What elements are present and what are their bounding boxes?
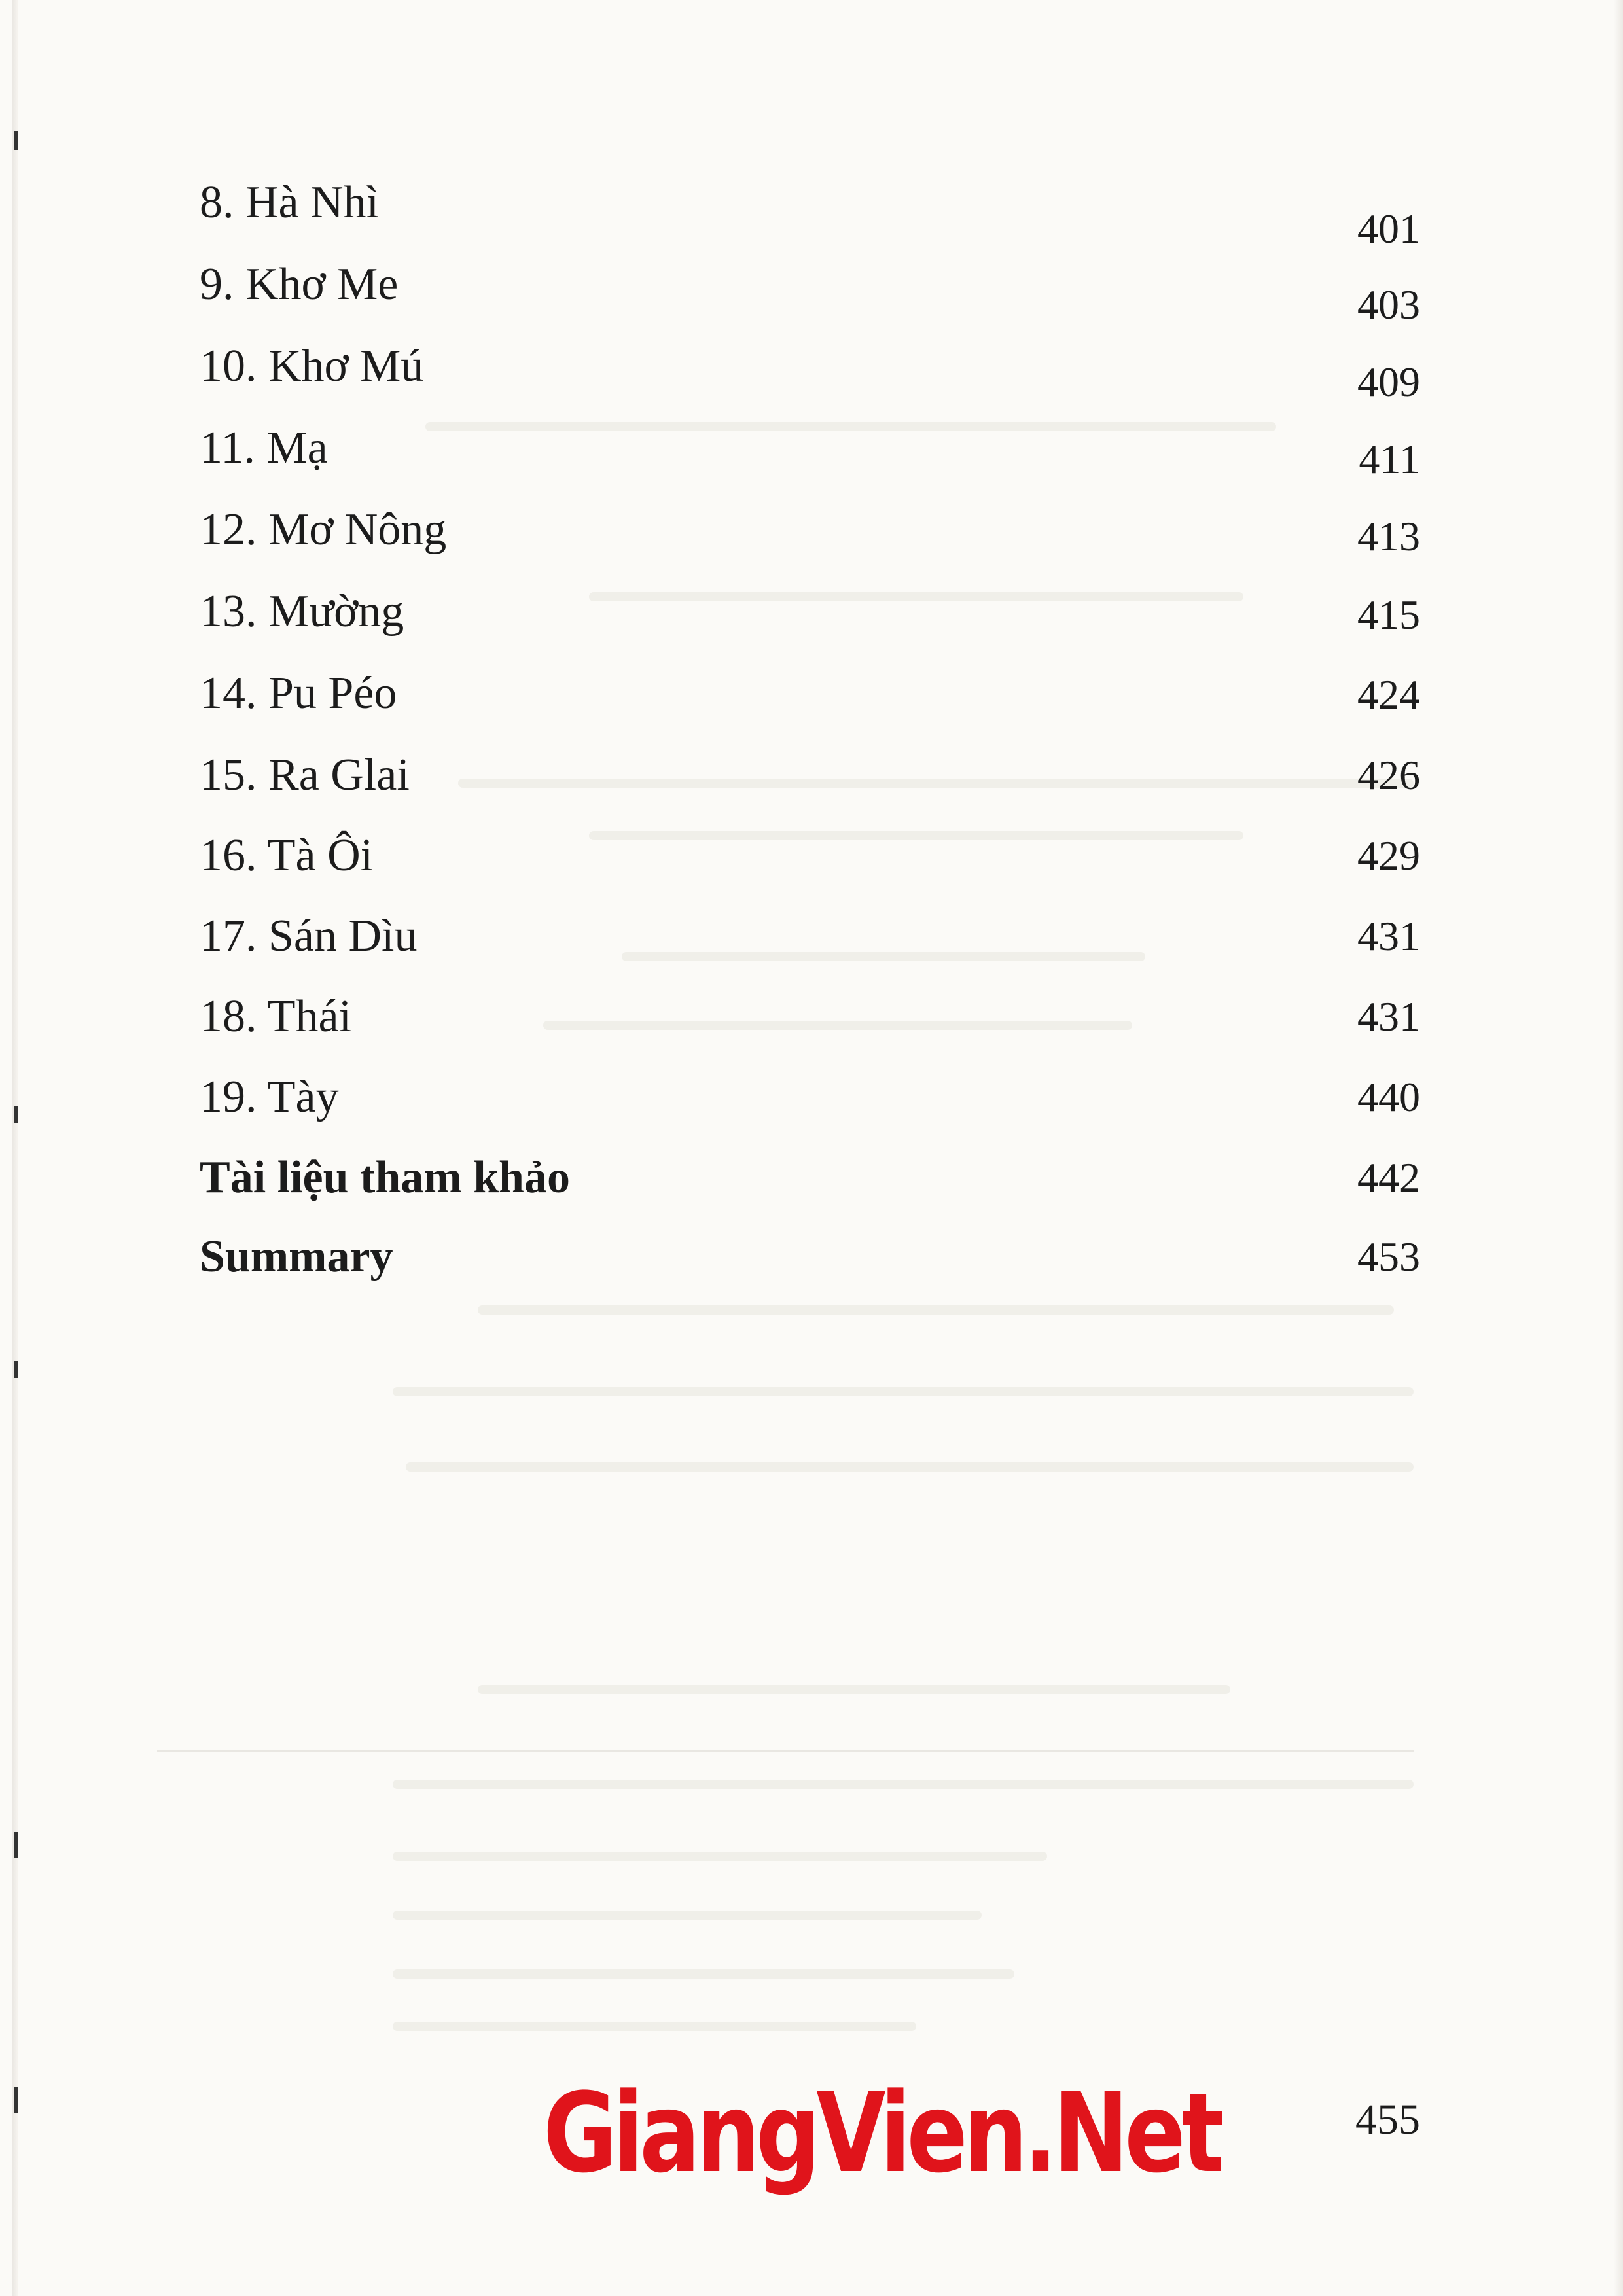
toc-entry-page: 401 [1357, 205, 1420, 252]
toc-entry [0, 1148, 1623, 1227]
toc-entry [0, 255, 1623, 334]
toc-entry-title: 8. Hà Nhì [200, 177, 380, 228]
toc-entry-page: 409 [1357, 359, 1420, 405]
page-number: 455 [1355, 2096, 1420, 2144]
toc-entry-title: 11. Mạ [200, 423, 328, 473]
watermark: GiangVien.Net [543, 2069, 1221, 2197]
toc-entry-page: 415 [1357, 592, 1420, 638]
toc-entry-page: 403 [1357, 281, 1420, 328]
toc-entry-title: 17. Sán Dìu [200, 911, 418, 961]
toc-entry-page: 413 [1357, 513, 1420, 559]
toc-entry [0, 582, 1623, 661]
toc-entry [0, 419, 1623, 497]
toc-entry-page: 426 [1357, 752, 1420, 798]
toc-entry-title: 9. Khơ Me [200, 259, 399, 309]
toc-entry-title: 10. Khơ Mú [200, 341, 424, 391]
toc-entry-title: 14. Pu Péo [200, 668, 397, 718]
toc-entry [0, 173, 1623, 252]
toc-entry [0, 664, 1623, 743]
toc-entry [0, 826, 1623, 905]
toc-entry-page: 424 [1357, 671, 1420, 718]
toc-entry-title: Summary [200, 1231, 393, 1282]
toc-entry-title: 13. Mường [200, 586, 404, 637]
toc-entry [0, 1227, 1623, 1306]
toc-entry-title: 16. Tà Ôi [200, 830, 374, 881]
toc-entry [0, 987, 1623, 1066]
toc-entry-page: 411 [1359, 436, 1420, 482]
toc-entry-page: 440 [1357, 1074, 1420, 1120]
toc-entry-page: 431 [1357, 993, 1420, 1040]
toc-entry [0, 907, 1623, 985]
toc-entry-page: 453 [1357, 1233, 1420, 1280]
toc-entry-title: 18. Thái [200, 991, 352, 1042]
toc-entry [0, 1068, 1623, 1146]
toc-entry-page: 442 [1357, 1154, 1420, 1201]
toc-entry-page: 429 [1357, 832, 1420, 879]
toc-entry-title: Tài liệu tham khảo [200, 1152, 570, 1203]
toc-entry-title: 19. Tày [200, 1072, 339, 1122]
toc-entry-title: 15. Ra Glai [200, 750, 410, 800]
toc-entry [0, 337, 1623, 415]
toc-entry-title: 12. Mơ Nông [200, 504, 447, 555]
toc-entry-page: 431 [1357, 913, 1420, 959]
toc-entry [0, 501, 1623, 579]
toc-entry [0, 746, 1623, 824]
